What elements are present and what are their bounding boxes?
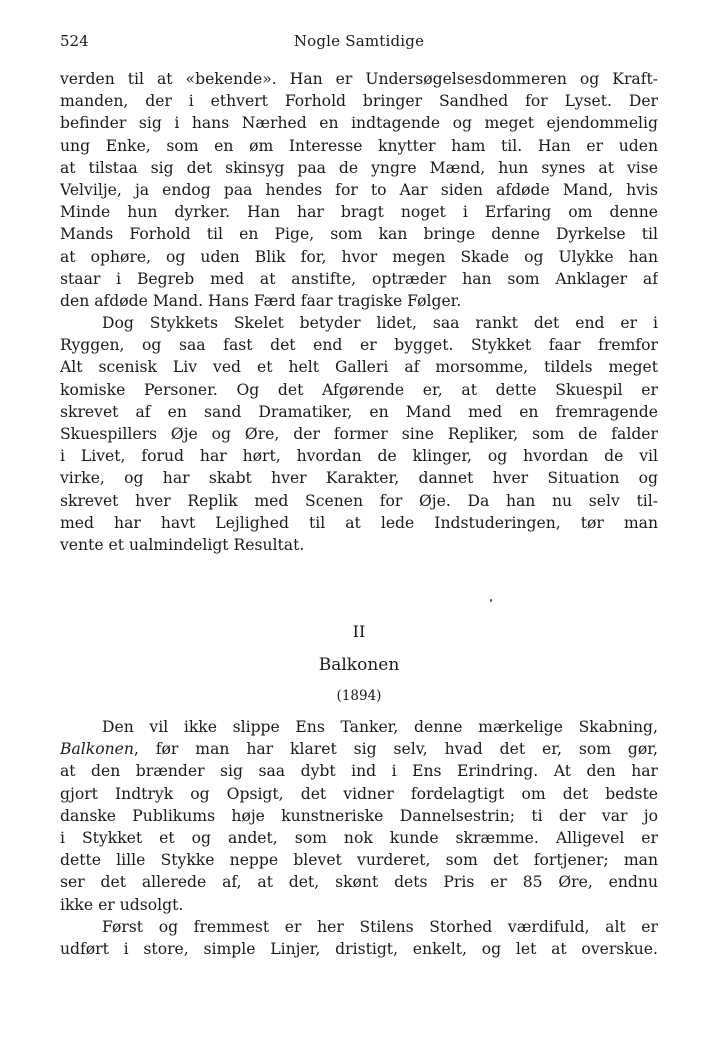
text-line: vente et ualmindeligt Resultat. — [60, 535, 305, 554]
body-text-part1 — [60, 68, 658, 556]
text-line: danske Publikums høje kunstneriske Dannelsestrin; ti der var jo — [60, 806, 658, 825]
text-line: Mands Forhold til en Pige, som kan bringe denne Dyrkelse til — [60, 225, 658, 244]
page-number: 524 — [60, 32, 89, 50]
section-number: II — [352, 622, 366, 641]
text-line: i Stykket et og andet, som nok kunde skræmme. Alligevel er — [60, 828, 658, 847]
text-line: Først og fremmest er her Stilens Storhed værdifuld, alt er — [102, 917, 658, 936]
text-line: Velvilje, ja endog paa hendes for to Aar siden afdøde Mand, hvis — [60, 180, 658, 199]
text-line: gjort Indtryk og Opsigt, det vidner fordelagtigt om det bedste — [60, 784, 658, 803]
paragraph — [60, 916, 658, 960]
text-line: den afdøde Mand. Hans Færd faar tragiske Følger. — [60, 291, 462, 310]
text-line: dette lille Stykke neppe blevet vurderet, som det fortjener; man — [60, 851, 658, 870]
text-line: Skuespillers Øje og Øre, der former sine Repliker, som de falder — [60, 425, 658, 443]
text-line: at ophøre, og uden Blik for, hvor megen Skade og Ulykke han — [60, 247, 658, 266]
play-title-italic: Balkonen — [60, 740, 134, 759]
book-page — [60, 28, 658, 958]
text-line: ung Enke, som en øm Interesse knytter ham til. Han er uden — [60, 136, 658, 155]
text-line: med har havt Lejlighed til at lede Indstuderingen, tør man — [60, 513, 658, 532]
section-title: Balkonen — [318, 655, 400, 675]
text-line: skrevet hver Replik med Scenen for Øje. Da han nu selv til- — [60, 491, 658, 510]
text-line: ser det allerede af, at det, skønt dets Pris er 85 Øre, endnu — [60, 873, 658, 892]
text-line: Alt scenisk Liv ved et helt Galleri af morsomme, tildels meget — [60, 358, 658, 377]
text-line: Den vil ikke slippe Ens Tanker, denne mærkelige Skabning, — [102, 718, 658, 736]
text-line: befinder sig i hans Nærhed en indtagende og meget ejendommelig — [60, 114, 658, 133]
text-line: Minde hun dyrker. Han har bragt noget i Erfaring om denne — [60, 203, 658, 222]
running-head — [60, 28, 658, 54]
text-line: ikke er udsolgt. — [60, 895, 184, 914]
text-line: i Livet, forud har hørt, hvordan de klinger, og hvordan de vil — [60, 447, 658, 466]
paragraph — [60, 716, 658, 916]
running-title: Nogle Samtidige — [293, 32, 425, 50]
text-line: komiske Personer. Og det Afgørende er, at dette Skuespil er — [60, 380, 658, 399]
text-line: at tilstaa sig det skinsyg paa de yngre Mænd, hun synes at vise — [60, 158, 658, 177]
body-text-part2 — [60, 716, 658, 960]
text-line: verden til at «bekende». Han er Undersøgelsesdommeren og Kraft- — [60, 70, 658, 88]
paragraph — [60, 68, 658, 312]
text-line: staar i Begreb med at anstifte, optræder han som Anklager af — [60, 269, 658, 288]
print-speck — [490, 599, 492, 602]
text-line: Dog Stykkets Skelet betyder lidet, saa rankt det end er i — [102, 314, 658, 333]
text-line: at den brænder sig saa dybt ind i Ens Erindring. At den har — [60, 762, 658, 781]
text-line: Balkonen, før man har klaret sig selv, hvad det er, som gør, — [60, 740, 658, 759]
section-year: (1894) — [336, 688, 382, 704]
text-line: manden, der i ethvert Forhold bringer Sandhed for Lyset. Der — [60, 92, 658, 111]
text-line: virke, og har skabt hver Karakter, dannet hver Situation og — [60, 469, 658, 488]
text-line: udført i store, simple Linjer, dristigt, enkelt, og let at overskue. — [60, 939, 658, 958]
text-line: skrevet af en sand Dramatiker, en Mand med en fremragende — [60, 402, 658, 421]
paragraph — [60, 312, 658, 556]
text-line: Ryggen, og saa fast det end er bygget. Stykket faar fremfor — [60, 336, 658, 355]
